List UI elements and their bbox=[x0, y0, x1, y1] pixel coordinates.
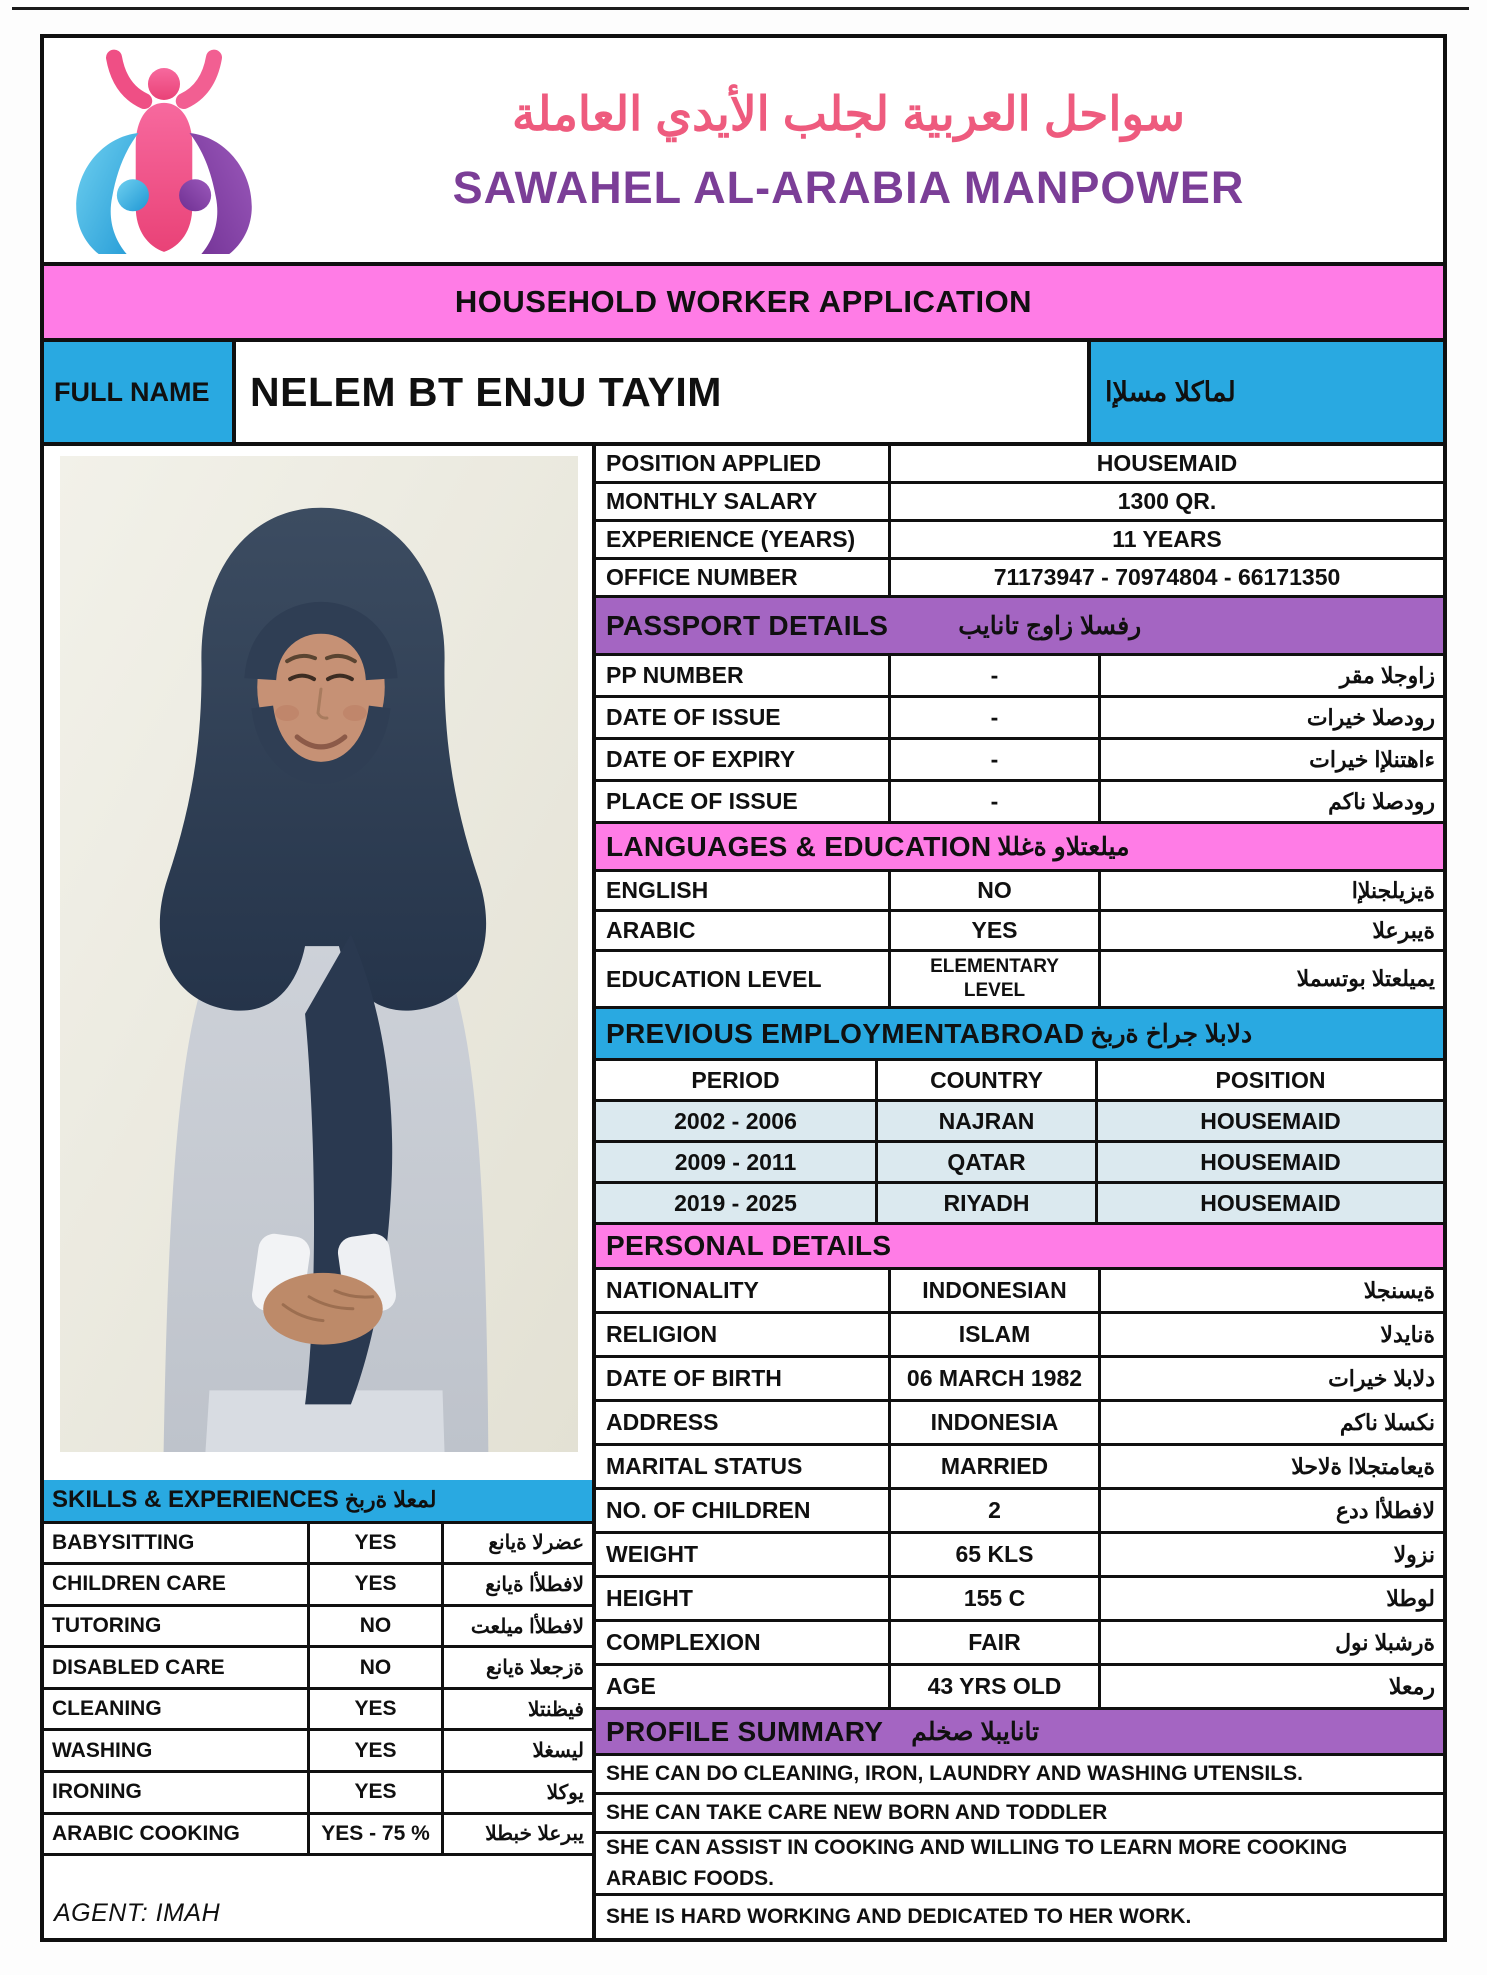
left-column bbox=[44, 446, 596, 1938]
field-label: DATE OF BIRTH bbox=[596, 1358, 891, 1399]
form-body bbox=[44, 446, 1443, 1938]
field-label: AGE bbox=[596, 1666, 891, 1707]
personal-row bbox=[596, 1622, 1443, 1666]
personal-title: PERSONAL DETAILS bbox=[606, 1230, 892, 1261]
personal-row bbox=[596, 1446, 1443, 1490]
application-row bbox=[596, 484, 1443, 522]
field-label: ENGLISH bbox=[596, 872, 891, 909]
field-value: ISLAM bbox=[891, 1314, 1101, 1355]
field-label-arabic: رمعلا bbox=[1388, 1673, 1435, 1699]
period-cell: 2002 - 2006 bbox=[596, 1102, 878, 1140]
field-label-arabic: ةيبرعلا bbox=[1372, 917, 1435, 943]
country-cell: NAJRAN bbox=[878, 1102, 1098, 1140]
field-label-arabic: ةنايدلا bbox=[1380, 1321, 1435, 1347]
field-label: POSITION APPLIED bbox=[596, 446, 891, 481]
field-label-arabic: يميلعتلا بوتسملا bbox=[1296, 966, 1435, 991]
company-titles bbox=[274, 42, 1433, 258]
passport-section-header bbox=[596, 598, 1443, 656]
skill-label: IRONING bbox=[44, 1773, 310, 1812]
language-row bbox=[596, 912, 1443, 952]
personal-row bbox=[596, 1534, 1443, 1578]
personal-row bbox=[596, 1270, 1443, 1314]
full-name-label-arabic: لماكلا مسلإا bbox=[1087, 342, 1443, 442]
summary-line: SHE CAN TAKE CARE NEW BORN AND TODDLER bbox=[596, 1795, 1443, 1834]
skill-row bbox=[44, 1773, 592, 1815]
worker-photo bbox=[44, 446, 592, 1480]
skill-label-arabic: يبرعلا خبطلا bbox=[485, 1823, 584, 1846]
field-value: MARRIED bbox=[891, 1446, 1101, 1487]
field-label-arabic: رودصلا خيرات bbox=[1306, 704, 1435, 730]
field-value: - bbox=[891, 740, 1101, 779]
summary-line: SHE CAN ASSIST IN COOKING AND WILLING TO LEARN MORE COOKING ARABIC FOODS. bbox=[596, 1834, 1443, 1896]
skill-label-arabic: فيظنتلا bbox=[527, 1698, 584, 1721]
summary-line: SHE CAN DO CLEANING, IRON, LAUNDRY AND WASHING UTENSILS. bbox=[596, 1756, 1443, 1795]
form-title-banner: HOUSEHOLD WORKER APPLICATION bbox=[44, 262, 1443, 342]
field-value: - bbox=[891, 782, 1101, 821]
field-label-arabic: ءاهتنلإا خيرات bbox=[1309, 746, 1435, 772]
summary-title-arabic: تانايبلا صخلم bbox=[911, 1717, 1040, 1746]
full-name-value: NELEM BT ENJU TAYIM bbox=[236, 342, 1087, 442]
personal-row bbox=[596, 1358, 1443, 1402]
personal-row bbox=[596, 1490, 1443, 1534]
skill-row bbox=[44, 1524, 592, 1566]
skill-value: NO bbox=[310, 1607, 444, 1646]
field-value: 65 KLS bbox=[891, 1534, 1101, 1575]
education-row bbox=[596, 952, 1443, 1009]
field-value: 155 C bbox=[891, 1578, 1101, 1619]
field-label: EDUCATION LEVEL bbox=[596, 952, 891, 1006]
passport-row bbox=[596, 782, 1443, 824]
employment-row bbox=[596, 1102, 1443, 1143]
country-cell: QATAR bbox=[878, 1143, 1098, 1181]
field-label: EXPERIENCE (YEARS) bbox=[596, 522, 891, 557]
skill-row bbox=[44, 1648, 592, 1690]
skill-value: YES bbox=[310, 1773, 444, 1812]
field-label-arabic: نكسلا ناكم bbox=[1339, 1409, 1435, 1435]
passport-row bbox=[596, 740, 1443, 782]
languages-title: LANGUAGES & EDUCATION bbox=[606, 830, 992, 862]
scan-artifact-line bbox=[12, 7, 1469, 10]
skill-value: YES - 75 % bbox=[310, 1815, 444, 1854]
passport-row bbox=[596, 698, 1443, 740]
skill-label: BABYSITTING bbox=[44, 1524, 310, 1563]
full-name-label: FULL NAME bbox=[44, 342, 236, 442]
skill-row bbox=[44, 1565, 592, 1607]
skill-label: CLEANING bbox=[44, 1690, 310, 1729]
right-column bbox=[596, 446, 1443, 1938]
field-label: PP NUMBER bbox=[596, 656, 891, 695]
skill-label-arabic: يوكلا bbox=[546, 1781, 584, 1804]
company-name-arabic: سواحل العربية لجلب الأيدي العاملة bbox=[511, 87, 1186, 140]
field-label: COMPLEXION bbox=[596, 1622, 891, 1663]
company-logo bbox=[54, 42, 274, 258]
summary-section-header bbox=[596, 1710, 1443, 1756]
field-value: ELEMENTARY LEVEL bbox=[891, 952, 1101, 1006]
country-cell: RIYADH bbox=[878, 1184, 1098, 1222]
application-row bbox=[596, 446, 1443, 484]
personal-row bbox=[596, 1578, 1443, 1622]
field-label: RELIGION bbox=[596, 1314, 891, 1355]
field-label: DATE OF ISSUE bbox=[596, 698, 891, 737]
passport-title: PASSPORT DETAILS bbox=[606, 609, 889, 641]
personal-row bbox=[596, 1314, 1443, 1358]
skill-label: DISABLED CARE bbox=[44, 1648, 310, 1687]
skills-title-arabic: لمعلا ةربخ bbox=[344, 1487, 437, 1513]
position-cell: HOUSEMAID bbox=[1200, 1189, 1341, 1216]
skill-label-arabic: ليسغلا bbox=[532, 1740, 584, 1763]
application-row bbox=[596, 560, 1443, 598]
personal-section-header bbox=[596, 1225, 1443, 1270]
field-label-arabic: ةيزيلجنلإا bbox=[1351, 877, 1435, 903]
skill-label-arabic: عضرلا ةيانع bbox=[488, 1532, 584, 1555]
employment-table-header bbox=[596, 1061, 1443, 1102]
field-label: PLACE OF ISSUE bbox=[596, 782, 891, 821]
field-label-arabic: زاوجلا مقر bbox=[1339, 662, 1435, 688]
field-value: 43 YRS OLD bbox=[891, 1666, 1101, 1707]
field-label-arabic: رودصلا ناكم bbox=[1328, 788, 1435, 814]
employment-section-header bbox=[596, 1009, 1443, 1061]
people-logo-icon bbox=[65, 46, 263, 254]
field-value: 11 YEARS bbox=[1112, 526, 1222, 552]
skill-label: WASHING bbox=[44, 1731, 310, 1770]
summary-title: PROFILE SUMMARY bbox=[606, 1715, 884, 1747]
field-label: HEIGHT bbox=[596, 1578, 891, 1619]
field-label: OFFICE NUMBER bbox=[596, 560, 891, 595]
skill-label-arabic: لافطلأا ةيانع bbox=[485, 1573, 584, 1596]
skill-value: YES bbox=[310, 1731, 444, 1770]
document-frame bbox=[40, 34, 1447, 1942]
position-cell: HOUSEMAID bbox=[1200, 1148, 1341, 1175]
skill-value: YES bbox=[310, 1524, 444, 1563]
period-cell: 2019 - 2025 bbox=[596, 1184, 878, 1222]
skills-title: SKILLS & EXPERIENCES bbox=[52, 1486, 339, 1514]
agent-note: AGENT: IMAH bbox=[54, 1898, 221, 1927]
field-label: ARABIC bbox=[596, 912, 891, 949]
skill-label: TUTORING bbox=[44, 1607, 310, 1646]
field-label: DATE OF EXPIRY bbox=[596, 740, 891, 779]
field-value: HOUSEMAID bbox=[1096, 450, 1238, 476]
field-label: NO. OF CHILDREN bbox=[596, 1490, 891, 1531]
application-row bbox=[596, 522, 1443, 560]
field-value: YES bbox=[891, 912, 1101, 949]
language-row bbox=[596, 872, 1443, 912]
period-cell: 2009 - 2011 bbox=[596, 1143, 878, 1181]
position-cell: HOUSEMAID bbox=[1200, 1107, 1341, 1134]
field-label: NATIONALITY bbox=[596, 1270, 891, 1311]
field-value: FAIR bbox=[891, 1622, 1101, 1663]
skill-value: YES bbox=[310, 1690, 444, 1729]
skill-row bbox=[44, 1607, 592, 1649]
passport-title-arabic: رفسلا زاوج تانايب bbox=[958, 611, 1142, 640]
field-value: INDONESIAN bbox=[891, 1270, 1101, 1311]
personal-row bbox=[596, 1666, 1443, 1710]
languages-section-header bbox=[596, 824, 1443, 872]
field-label-arabic: ةيعامتجلاا ةلاحلا bbox=[1291, 1453, 1435, 1479]
field-value: - bbox=[891, 698, 1101, 737]
skill-row bbox=[44, 1731, 592, 1773]
field-label: MARITAL STATUS bbox=[596, 1446, 891, 1487]
skill-row bbox=[44, 1815, 592, 1857]
employment-row bbox=[596, 1184, 1443, 1225]
company-name-english: SAWAHEL AL-ARABIA MANPOWER bbox=[452, 162, 1245, 213]
field-value: 2 bbox=[891, 1490, 1101, 1531]
field-label-arabic: نزولا bbox=[1393, 1541, 1435, 1567]
skill-label: CHILDREN CARE bbox=[44, 1565, 310, 1604]
passport-row bbox=[596, 656, 1443, 698]
field-value: NO bbox=[891, 872, 1101, 909]
field-label-arabic: لافطلأا ددع bbox=[1335, 1497, 1435, 1523]
column-header: PERIOD bbox=[596, 1061, 878, 1099]
skill-label-arabic: ةزجعلا ةيانع bbox=[486, 1657, 584, 1680]
full-name-row bbox=[44, 342, 1443, 446]
skill-label: ARABIC COOKING bbox=[44, 1815, 310, 1854]
employment-row bbox=[596, 1143, 1443, 1184]
employment-title: PREVIOUS EMPLOYMENTABROAD bbox=[606, 1017, 1085, 1049]
field-value: 06 MARCH 1982 bbox=[891, 1358, 1101, 1399]
column-header: COUNTRY bbox=[878, 1061, 1098, 1099]
field-value: - bbox=[891, 656, 1101, 695]
field-value: 71173947 - 70974804 - 66171350 bbox=[993, 564, 1341, 590]
skill-row bbox=[44, 1690, 592, 1732]
field-label: MONTHLY SALARY bbox=[596, 484, 891, 519]
summary-line: SHE IS HARD WORKING AND DEDICATED TO HER WORK. bbox=[606, 1904, 1192, 1928]
employment-title-arabic: دلابلا جراخ ةربخ bbox=[1090, 1019, 1253, 1048]
field-value: 1300 QR. bbox=[1117, 488, 1217, 514]
languages-title-arabic: ميلعتلاو ةغللا bbox=[997, 832, 1130, 861]
worker-portrait-illustration bbox=[60, 456, 578, 1452]
company-header bbox=[44, 38, 1443, 262]
field-label-arabic: لوطلا bbox=[1386, 1585, 1435, 1611]
field-label-arabic: ةيسنجلا bbox=[1363, 1277, 1435, 1303]
personal-row bbox=[596, 1402, 1443, 1446]
skill-label-arabic: لافطلأا ميلعت bbox=[470, 1615, 584, 1638]
field-value: INDONESIA bbox=[891, 1402, 1101, 1443]
field-label-arabic: ةرشبلا نول bbox=[1335, 1629, 1435, 1655]
skill-value: NO bbox=[310, 1648, 444, 1687]
field-label-arabic: دلابلا خيرات bbox=[1328, 1365, 1435, 1391]
field-label: ADDRESS bbox=[596, 1402, 891, 1443]
skills-section-header bbox=[44, 1480, 592, 1523]
skill-value: YES bbox=[310, 1565, 444, 1604]
column-header: POSITION bbox=[1215, 1066, 1326, 1093]
field-label: WEIGHT bbox=[596, 1534, 891, 1575]
